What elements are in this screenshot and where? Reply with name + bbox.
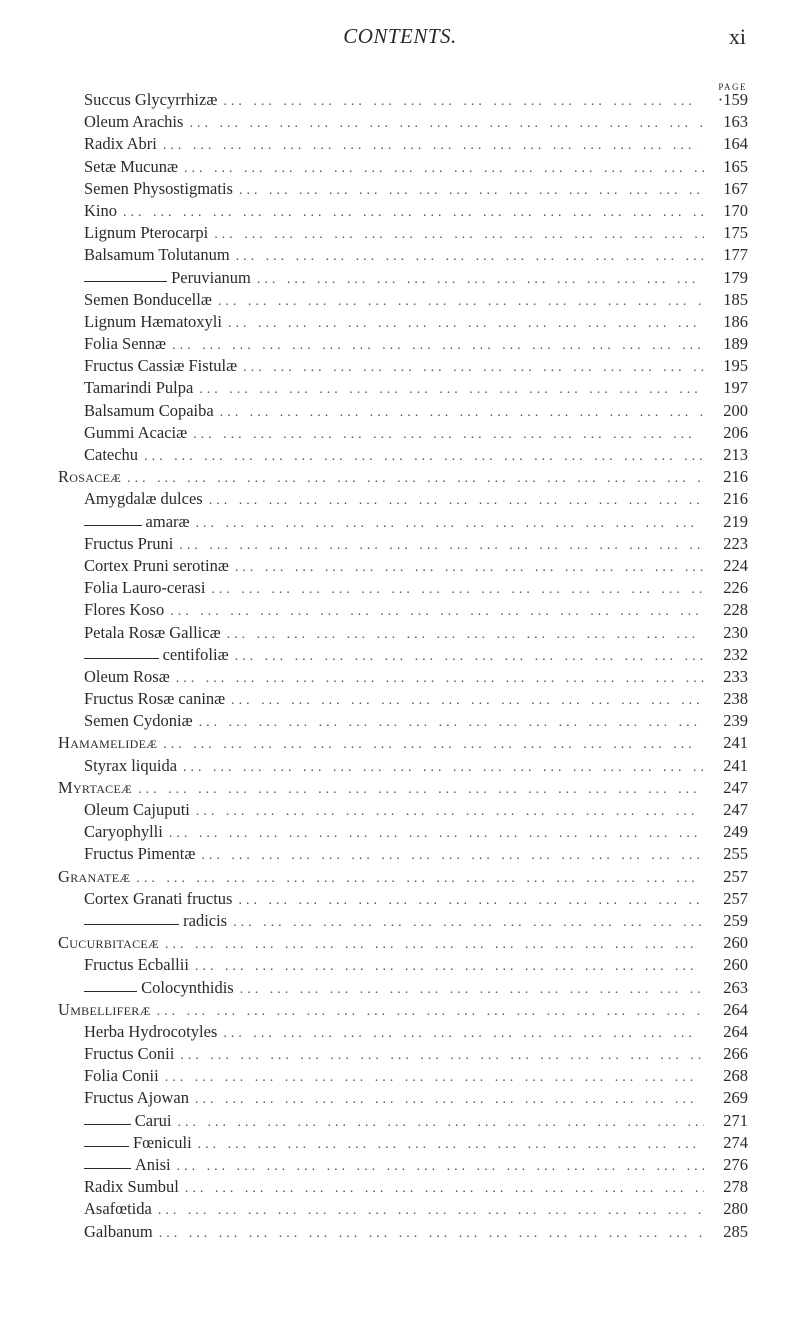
- dot-leader: [195, 1089, 704, 1111]
- page-number: 163: [723, 112, 748, 132]
- ditto-rule: [84, 1124, 131, 1125]
- entry-title: [84, 422, 187, 444]
- entry-title: [84, 888, 232, 910]
- entry-title: [84, 799, 190, 821]
- entry-title-text: Balsamum Tolutanum: [84, 245, 230, 265]
- dot-leader: [158, 1200, 704, 1222]
- dot-leader: [211, 579, 704, 601]
- ditto-rule: [84, 924, 179, 925]
- entry-title-text: Fructus Cassiæ Fistulæ: [84, 356, 238, 376]
- dot-leader: [196, 513, 704, 535]
- contents-entry: [58, 1043, 748, 1065]
- dot-leader: [201, 845, 704, 867]
- dot-leader: [183, 757, 704, 779]
- page-number: 278: [723, 1177, 748, 1197]
- entry-title-text: Folia Sennæ: [84, 334, 167, 354]
- contents-entry: [58, 777, 748, 799]
- contents-entry: [58, 422, 748, 444]
- contents-entry: [58, 843, 748, 865]
- entry-title-text: Herba Hydrocotyles: [84, 1021, 218, 1041]
- page-number: 186: [723, 311, 748, 331]
- dot-leader: [136, 868, 704, 890]
- dot-leader: [199, 379, 704, 401]
- dot-leader: [235, 646, 704, 668]
- dot-leader: [218, 291, 704, 313]
- dot-leader: [170, 601, 704, 623]
- entry-title-text: Amygdalæ dulces: [84, 489, 203, 509]
- entry-title: [84, 688, 225, 710]
- dot-leader: [157, 1001, 704, 1023]
- contents-list: [58, 89, 748, 1243]
- entry-title: [84, 133, 157, 155]
- page-number: 233: [723, 666, 748, 686]
- entry-title: [84, 821, 163, 843]
- entry-title: [135, 1110, 172, 1132]
- ditto-rule: [84, 281, 167, 282]
- contents-entry: [58, 732, 748, 754]
- entry-title: [163, 644, 229, 666]
- dot-leader: [177, 1156, 704, 1178]
- dot-leader: [127, 468, 704, 490]
- dot-leader: [240, 979, 704, 1001]
- entry-title: [84, 355, 237, 377]
- entry-title: [84, 222, 208, 244]
- page-number: 264: [723, 1021, 748, 1041]
- page-number: 269: [723, 1088, 748, 1108]
- page-number: 224: [723, 555, 748, 575]
- page-number: 230: [723, 622, 748, 642]
- entry-title: [146, 511, 190, 533]
- entry-title-text: Galbanum: [84, 1221, 153, 1241]
- contents-entry: [58, 444, 748, 466]
- dot-leader: [172, 335, 704, 357]
- contents-entry: [58, 599, 748, 621]
- contents-entry: [58, 355, 748, 377]
- entry-title-text: Catechu: [84, 445, 139, 464]
- contents-entry: [58, 377, 748, 399]
- entry-title-text: Lignum Hæmatoxyli: [84, 311, 222, 331]
- contents-entry: [58, 821, 748, 843]
- entry-title-text: Semen Cydoniæ: [84, 711, 193, 731]
- entry-title: [84, 488, 203, 510]
- contents-entry: [58, 666, 748, 688]
- entry-title: [133, 1132, 192, 1154]
- entry-title-text: Cortex Pruni serotinæ: [84, 555, 229, 575]
- ditto-rule: [84, 1146, 129, 1147]
- page-number: 185: [723, 289, 748, 309]
- contents-entry: [58, 200, 748, 222]
- dot-leader: [123, 202, 704, 224]
- dot-leader: [185, 1178, 704, 1200]
- page-number: 232: [723, 644, 748, 664]
- running-title: CONTENTS.: [343, 24, 457, 48]
- dot-leader: [163, 734, 704, 756]
- entry-title-text: Peruvianum: [171, 267, 251, 287]
- entry-title: [84, 843, 195, 865]
- entry-title: [84, 333, 166, 355]
- entry-title-text: amaræ: [145, 511, 190, 531]
- contents-entry: [58, 466, 748, 488]
- entry-title-text: Semen Bonducellæ: [84, 289, 212, 309]
- page-number: 271: [723, 1110, 748, 1130]
- contents-entry: [58, 755, 748, 777]
- contents-entry: [58, 910, 748, 932]
- entry-title: [84, 1087, 189, 1109]
- page-number: 200: [723, 400, 748, 420]
- contents-entry: [58, 1065, 748, 1087]
- entry-title-text: Anisi: [134, 1155, 171, 1174]
- page-number: 264: [723, 999, 748, 1019]
- dot-leader: [196, 801, 704, 823]
- dot-leader: [209, 490, 704, 512]
- entry-title: [84, 533, 173, 555]
- entry-title-text: Balsamum Copaiba: [84, 400, 214, 420]
- page-number: 164: [723, 134, 748, 154]
- dot-leader: [159, 1223, 704, 1245]
- dot-leader: [214, 224, 704, 246]
- entry-title: [84, 555, 229, 577]
- contents-entry: [58, 644, 748, 666]
- entry-title-text: Gummi Acaciæ: [84, 422, 188, 442]
- dot-leader: [165, 1067, 704, 1089]
- page-number: 276: [723, 1155, 748, 1174]
- entry-title: [84, 400, 214, 422]
- contents-entry: [58, 311, 748, 333]
- entry-title-text: Oleum Arachis: [84, 112, 184, 132]
- contents-entry: [58, 533, 748, 555]
- dot-leader: [163, 135, 704, 157]
- page-number: 247: [723, 800, 748, 819]
- dot-leader: [165, 934, 704, 956]
- entry-title: [84, 1065, 159, 1087]
- contents-entry: [58, 156, 748, 178]
- entry-title-text: Fœniculi: [133, 1132, 192, 1152]
- entry-title: [84, 666, 170, 688]
- contents-entry: [58, 488, 748, 510]
- entry-title: [58, 999, 151, 1021]
- ditto-rule: [84, 658, 159, 659]
- entry-title: [84, 89, 217, 111]
- dot-leader: [257, 269, 704, 291]
- dot-leader: [179, 535, 704, 557]
- entry-title-text: Oleum Cajuputi: [84, 800, 190, 819]
- page-number: 223: [723, 533, 748, 553]
- contents-entry: [58, 289, 748, 311]
- entry-title-text: Fructus Ecballii: [84, 955, 189, 975]
- dot-leader: [227, 624, 704, 646]
- dot-leader: [233, 912, 704, 934]
- dot-leader: [169, 823, 704, 845]
- contents-entry: [58, 555, 748, 577]
- entry-title-text: radicis: [183, 910, 228, 930]
- entry-title-text: Colocynthidis: [141, 977, 234, 997]
- entry-title: [84, 178, 233, 200]
- contents-entry: [58, 954, 748, 976]
- entry-title-text: Oleum Rosæ: [84, 666, 170, 686]
- entry-title-text: Tamarindi Pulpa: [84, 378, 194, 398]
- entry-title-text: Cucurbitaceæ: [58, 933, 159, 953]
- dot-leader: [243, 357, 704, 379]
- entry-title-text: Caryophylli: [84, 822, 163, 842]
- entry-title-text: Flores Koso: [84, 600, 165, 620]
- entry-title-text: Succus Glycyrrhizæ: [84, 90, 218, 109]
- entry-title-text: Folia Conii: [84, 1066, 159, 1086]
- ditto-rule: [84, 991, 137, 992]
- page-number: 216: [723, 489, 748, 509]
- entry-title: [84, 1221, 153, 1243]
- contents-entry: [58, 932, 748, 954]
- dot-leader: [238, 890, 704, 912]
- entry-title: [84, 755, 177, 777]
- page-number: 238: [723, 689, 748, 709]
- entry-title: [84, 599, 164, 621]
- entry-title: [84, 111, 183, 133]
- entry-title-text: Fructus Rosæ caninæ: [84, 689, 226, 709]
- dot-leader: [228, 313, 704, 335]
- entry-title-text: Asafœtida: [84, 1199, 152, 1219]
- dot-leader: [184, 158, 704, 180]
- entry-title-text: Semen Physostigmatis: [84, 178, 233, 198]
- page-number: 257: [723, 866, 748, 886]
- dot-leader: [231, 690, 704, 712]
- entry-title-text: Setæ Mucunæ: [84, 156, 178, 176]
- contents-entry: [58, 178, 748, 200]
- page-number: 268: [723, 1066, 748, 1086]
- dot-leader: [223, 1023, 704, 1045]
- contents-entry: [58, 1221, 748, 1243]
- dot-leader: [138, 779, 704, 801]
- dot-leader: [193, 424, 704, 446]
- page-number: 260: [723, 955, 748, 975]
- contents-entry: [58, 89, 748, 111]
- page-number: 165: [723, 156, 748, 176]
- entry-title: [84, 444, 138, 466]
- contents-entry: [58, 999, 748, 1021]
- page-number: 247: [723, 777, 748, 797]
- contents-entry: [58, 333, 748, 355]
- entry-title-text: Radix Sumbul: [84, 1177, 179, 1197]
- entry-title: [84, 200, 117, 222]
- entry-title-text: Radix Abri: [84, 134, 157, 154]
- entry-title: [84, 156, 178, 178]
- contents-entry: [58, 577, 748, 599]
- page-number: 249: [723, 822, 748, 842]
- contents-entry: [58, 222, 748, 244]
- entry-title-text: Styrax liquida: [84, 755, 178, 775]
- dot-leader: [223, 91, 704, 113]
- dot-leader: [144, 446, 704, 468]
- dot-leader: [239, 180, 704, 202]
- entry-title-text: Umbelliferæ: [58, 999, 151, 1019]
- entry-title: [84, 1176, 179, 1198]
- contents-entry: [58, 977, 748, 999]
- entry-title: [84, 710, 193, 732]
- folio-number: xi: [728, 24, 746, 49]
- entry-title: [58, 466, 121, 488]
- entry-title-text: Granateæ: [58, 866, 131, 886]
- entry-title: [58, 777, 132, 799]
- contents-entry: [58, 1110, 748, 1132]
- entry-title-text: Fructus Pimentæ: [84, 844, 196, 864]
- dot-leader: [236, 246, 704, 268]
- contents-entry: [58, 1132, 748, 1154]
- entry-title-text: Hamamelideæ: [58, 733, 158, 753]
- entry-title: [84, 622, 221, 644]
- entry-title-text: Myrtaceæ: [58, 777, 133, 797]
- contents-entry: [58, 511, 748, 533]
- contents-entry: [58, 866, 748, 888]
- dot-leader: [177, 1112, 704, 1134]
- page-number: 241: [723, 755, 748, 775]
- entry-title-text: Fructus Conii: [84, 1044, 175, 1064]
- dot-leader: [220, 402, 704, 424]
- dot-leader: [189, 113, 704, 135]
- entry-title: [58, 732, 157, 754]
- dot-leader: [199, 712, 704, 734]
- contents-entry: [58, 622, 748, 644]
- contents-entry: [58, 688, 748, 710]
- entry-title-text: Fructus Ajowan: [84, 1088, 189, 1108]
- entry-title: [58, 866, 130, 888]
- ditto-rule: [84, 525, 142, 526]
- dot-leader: [176, 668, 704, 690]
- dot-leader: [180, 1045, 704, 1067]
- entry-title-text: centifoliæ: [162, 644, 229, 664]
- entry-title: [84, 1043, 174, 1065]
- page-number: ·159: [717, 90, 748, 109]
- page-number: 226: [723, 578, 748, 598]
- entry-title: [84, 311, 222, 333]
- dot-leader: [195, 956, 704, 978]
- page-number: 260: [723, 933, 748, 953]
- entry-title-text: Fructus Pruni: [84, 533, 174, 553]
- page-header: [0, 24, 800, 54]
- page-column-label: PAGE: [718, 82, 747, 92]
- contents-entry: [58, 710, 748, 732]
- page-number: 216: [723, 467, 748, 487]
- entry-title-text: Lignum Pterocarpi: [84, 223, 209, 243]
- page-number: 259: [723, 910, 748, 930]
- page-number: 255: [723, 844, 748, 864]
- contents-entry: [58, 133, 748, 155]
- entry-title: [84, 1021, 217, 1043]
- dot-leader: [235, 557, 704, 579]
- entry-title: [183, 910, 227, 932]
- contents-entry: [58, 111, 748, 133]
- contents-entry: [58, 1176, 748, 1198]
- entry-title: [84, 289, 212, 311]
- contents-entry: [58, 799, 748, 821]
- page-number: 241: [723, 733, 748, 753]
- page-number: 266: [723, 1044, 748, 1064]
- page-number: 228: [723, 600, 748, 620]
- ditto-rule: [84, 1168, 131, 1169]
- contents-entry: [58, 1198, 748, 1220]
- page-number: 189: [723, 334, 748, 354]
- entry-title-text: Kino: [84, 200, 117, 220]
- page-number: 257: [723, 888, 748, 908]
- page-number: 177: [723, 245, 748, 265]
- page-number: 179: [723, 267, 748, 287]
- contents-entry: [58, 267, 748, 289]
- entry-title: [84, 954, 189, 976]
- contents-entry: [58, 888, 748, 910]
- page-number: 239: [723, 711, 748, 731]
- page-number: 175: [723, 223, 748, 243]
- page-number: 206: [723, 422, 748, 442]
- entry-title: [141, 977, 234, 999]
- entry-title: [84, 1198, 152, 1220]
- entry-title: [84, 577, 205, 599]
- page-number: 274: [723, 1132, 748, 1152]
- entry-title-text: Folia Lauro-cerasi: [84, 578, 206, 598]
- contents-entry: [58, 1154, 748, 1176]
- page-number: 195: [723, 356, 748, 376]
- page-number: 285: [723, 1221, 748, 1241]
- contents-entry: [58, 1087, 748, 1109]
- page-number: 280: [723, 1199, 748, 1219]
- entry-title-text: Rosaceæ: [58, 467, 122, 487]
- contents-entry: [58, 244, 748, 266]
- entry-title: [171, 267, 251, 289]
- page-number: 170: [723, 200, 748, 220]
- entry-title-text: Carui: [134, 1110, 172, 1130]
- entry-title: [84, 244, 230, 266]
- entry-title: [135, 1154, 171, 1176]
- contents-entry: [58, 400, 748, 422]
- contents-entry: [58, 1021, 748, 1043]
- page-number: 213: [723, 445, 748, 464]
- page-number: 197: [723, 378, 748, 398]
- page-number: 219: [723, 511, 748, 531]
- page-number: 167: [723, 178, 748, 198]
- dot-leader: [198, 1134, 704, 1156]
- page-number: 263: [723, 977, 748, 997]
- entry-title-text: Cortex Granati fructus: [84, 888, 233, 908]
- entry-title-text: Petala Rosæ Gallicæ: [84, 622, 221, 642]
- entry-title: [84, 377, 193, 399]
- entry-title: [58, 932, 159, 954]
